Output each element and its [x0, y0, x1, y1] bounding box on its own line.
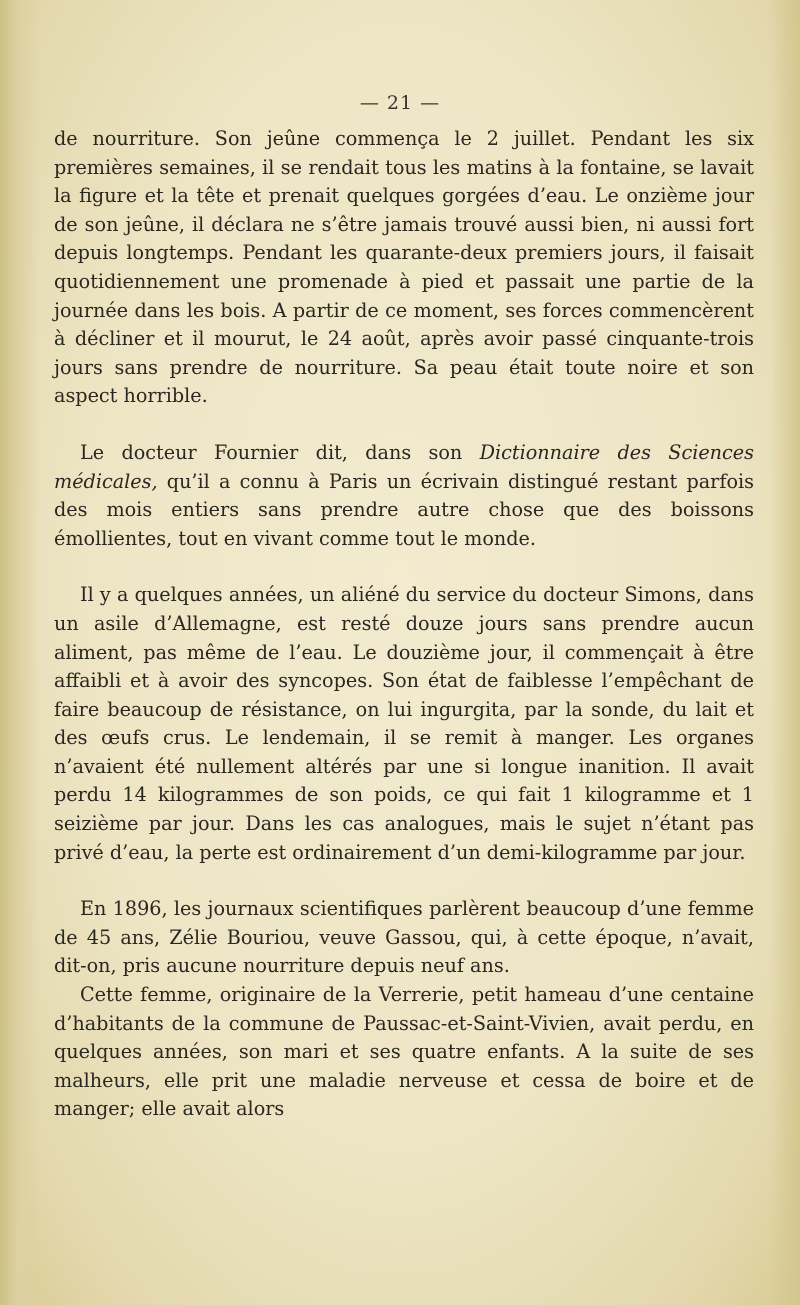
- paragraph-fournier-before: Le docteur Fournier dit, dans son: [80, 440, 480, 464]
- page-edge-shadow-left: [0, 0, 40, 1305]
- page-edge-shadow-right: [770, 0, 800, 1305]
- paragraph-bouriou: En 1896, les journaux scientifiques parlèrent beaucoup d’une femme de 45 ans, Zélie Bouriou, veuve Gassou, qui, à cette époque, n’avait, dit-on, pris aucune nourriture depuis neuf ans.: [54, 897, 754, 978]
- paragraph-fournier-after: qu’il a connu à Paris un écrivain distingué restant parfois des mois entiers sans prendre autre chose que des boissons émollientes, tout en vivant comme tout le monde.: [54, 469, 754, 550]
- paragraph-simons: Il y a quelques années, un aliéné du service du docteur Simons, dans un asile d’Allemagne, est resté douze jours sans prendre aucun aliment, pas même de l’eau. Le douzième jour, il commençait à être affaibli et à avoir des syncopes. Son état de faiblesse l’empêchant de faire beaucoup de résistance, on lui ingurgita, par la sonde, du lait et des œufs crus. Le lendemain, il se remit à manger. Les organes n’avaient été nullement altérés par une si longue inanition. Il avait perdu 14 kilogrammes de son poids, ce qui fait 1 kilogramme et 1 seizième par jour. Dans les cas analogues, mais le sujet n’étant pas privé d’eau, la perte est ordinairement d’un demi-kilogramme par jour.: [54, 583, 754, 864]
- page-number: — 21 —: [359, 92, 441, 114]
- body-text: [54, 125, 754, 1124]
- book-title-italic: Dictionnaire des Sciences médicales,: [54, 440, 754, 493]
- paragraph-fournier: [54, 439, 754, 553]
- paragraph-continuation: de nourriture. Son jeûne commença le 2 juillet. Pendant les six premières semaines, il se rendait tous les matins à la fontaine, se lavait la figure et la tête et prenait quelques gorgées d’eau. Le onzième jour de son jeûne, il déclara ne s’être jamais trouvé aussi bien, ni aussi fort depuis longtemps. Pendant les quarante-deux premiers jours, il faisait quotidiennement une promenade à pied et passait une partie de la journée dans les bois. A partir de ce moment, ses forces commencèrent à décliner et il mourut, le 24 août, après avoir passé cinquante-trois jours sans prendre de nourriture. Sa peau était toute noire et son aspect horrible.: [54, 127, 754, 408]
- paragraph-verrerie: Cette femme, originaire de la Verrerie, petit hameau d’une centaine d’habitants de la commune de Paussac-et-Saint-Vivien, avait perdu, en quelques années, son mari et ses quatre enfants. A la suite de ses malheurs, elle prit une maladie nerveuse et cessa de boire et de manger; elle avait alors: [54, 983, 754, 1121]
